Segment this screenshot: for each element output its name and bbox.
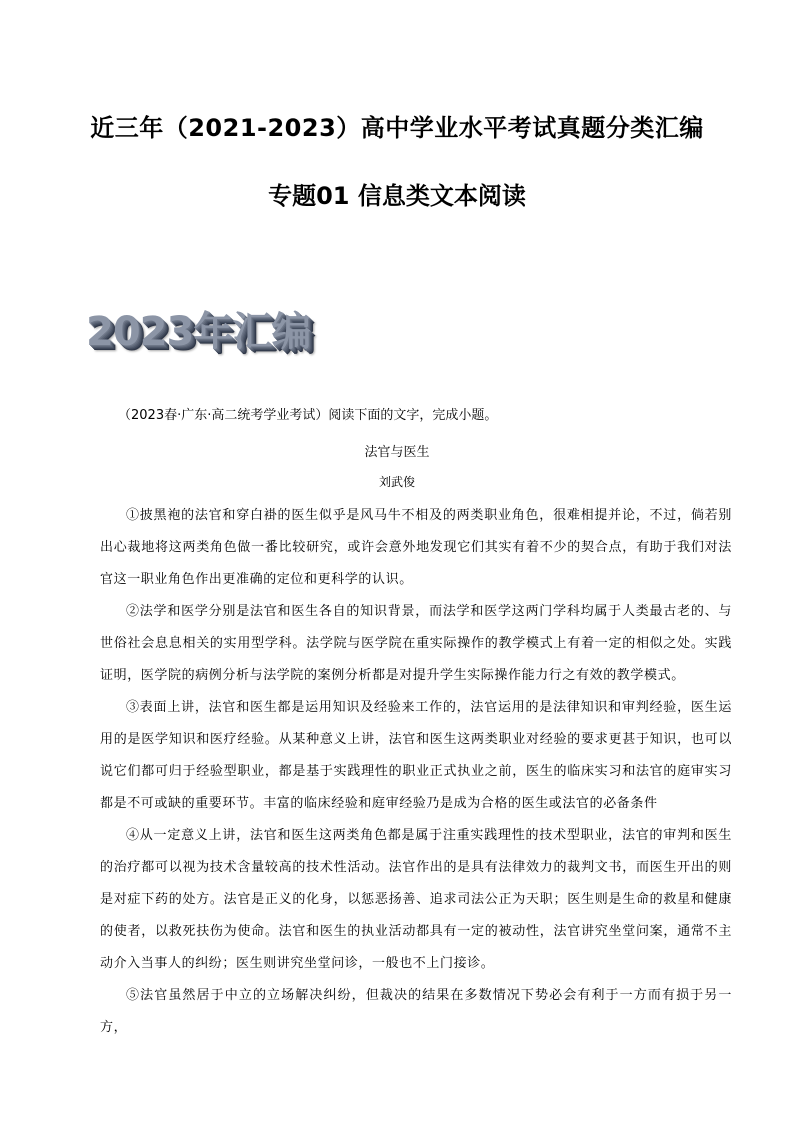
- paragraph-5: ⑤法官虽然居于中立的立场解决纠纷，但裁决的结果在多数情况下势必会有利于一方而有损于另一方，: [100, 988, 732, 1035]
- paragraph-2: ②法学和医学分别是法官和医生各自的知识背景，而法学和医学这两门学科均属于人类最古老的、与世俗社会息息相关的实用型学科。法学院与医学院在重实际操作的教学模式上有着一定的相似之处。实践证明，医学院的病例分析与法学院的案例分析都是对提升学生实际操作能力行之有效的教学模式。: [100, 604, 732, 683]
- article-body: [100, 500, 732, 1044]
- paragraph-3: ③表面上讲，法官和医生都是运用知识及经验来工作的，法官运用的是法律知识和审判经验，医生运用的是医学知识和医疗经验。从某种意义上讲，法官和医生这两类职业对经验的要求更甚于知识，也可以说它们都可归于经验型职业，都是基于实践理性的职业正式执业之前，医生的临床实习和法官的庭审实习都是不可或缺的重要环节。丰富的临床经验和庭审经验乃是成为合格的医生或法官的必备条件: [100, 700, 732, 811]
- article-author: 刘武俊: [378, 475, 415, 489]
- paragraph-1: ①披黑袍的法官和穿白褂的医生似乎是风马牛不相及的两类职业角色，很难相提并论，不过，倘若别出心裁地将这两类角色做一番比较研究，或许会意外地发现它们其实有着不少的契合点，有助于我们对法官这一职业角色作出更准确的定位和更科学的认识。: [100, 508, 732, 587]
- paragraph-4: ④从一定意义上讲，法官和医生这两类角色都是属于注重实践理性的技术型职业，法官的审判和医生的治疗都可以视为技术含量较高的技术性活动。法官作出的是具有法律效力的裁判文书，而医生开出的则是对症下药的处方。法官是正义的化身，以惩恶扬善、追求司法公正为天职；医生则是生命的救星和健康的使者，以救死扶伤为使命。法官和医生的执业活动都具有一定的被动性，法官讲究坐堂问案，通常不主动介入当事人的纠纷；医生则讲究坐堂问诊，一般也不上门接诊。: [100, 828, 732, 971]
- year-banner: 2023年汇编: [86, 309, 311, 355]
- question-source: （2023春·广东·高二统考学业考试）阅读下面的文字，完成小题。: [118, 408, 498, 423]
- main-title: 近三年（2021-2023）高中学业水平考试真题分类汇编: [90, 114, 704, 142]
- article-title: 法官与医生: [364, 445, 430, 460]
- topic-title: 专题01 信息类文本阅读: [268, 182, 526, 210]
